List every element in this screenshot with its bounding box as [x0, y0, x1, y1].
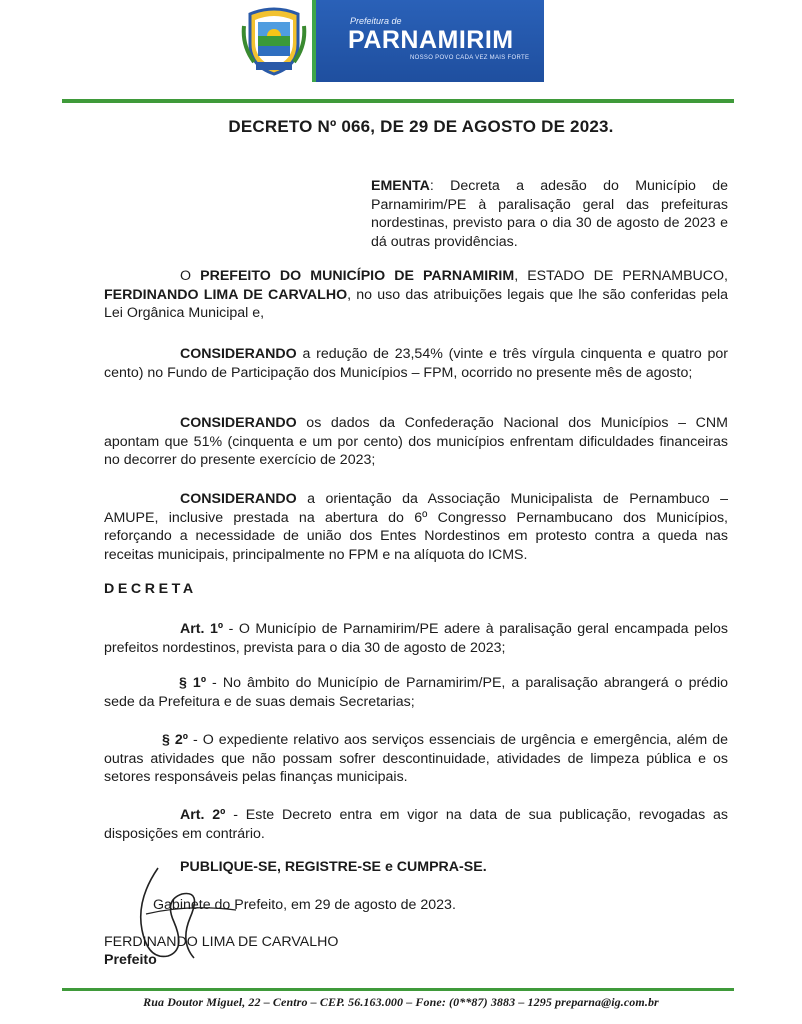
paragraph-label: § 1º — [179, 675, 207, 691]
article-label: Art. 1º — [180, 621, 224, 637]
considerando-text: a redução de 23,54% (vinte e três vírgula cinquenta e quatro por cento) no Fundo de Participação dos Municípios – FPM, ocorrido no presente mês de agosto; — [104, 346, 728, 381]
paragraph-label: § 2º — [162, 732, 188, 748]
paragraph-text: - O expediente relativo aos serviços essenciais de urgência e emergência, além de outras atividades que não possam sofrer descontinuidade, atividades de limpeza pública e os setores responsáveis pelas finanças municipais. — [104, 732, 728, 786]
considerando-text: a orientação da Associação Municipalista de Pernambuco – AMUPE, inclusive prestada na abertura do 6º Congresso Pernambucano dos Municípios, reforçando a necessidade de união dos Entes Nordestinos em protesto contra a queda nas receitas municipais, principalmente no FPM e na alíquota do ICMS. — [104, 491, 728, 563]
considerando-paragraph-3 — [104, 490, 728, 564]
banner-city-name: PARNAMIRIM — [348, 26, 514, 54]
header-divider — [62, 99, 734, 103]
considerando-label: CONSIDERANDO — [180, 491, 297, 507]
considerando-paragraph-1 — [104, 345, 728, 382]
prefeitura-banner-logo — [312, 0, 544, 82]
ementa-paragraph — [371, 177, 728, 251]
letterhead — [0, 0, 802, 100]
footer-address: Rua Doutor Miguel, 22 – Centro – CEP. 56.163.000 – Fone: (0**87) 3883 – 1295 preparna@ig.com.br — [143, 995, 659, 1009]
paragraph-1 — [104, 674, 728, 711]
preamble-office: PREFEITO DO MUNICÍPIO DE PARNAMIRIM — [200, 268, 515, 284]
article-1 — [104, 620, 728, 657]
article-2 — [104, 806, 728, 843]
considerando-text: os dados da Confederação Nacional dos Municípios – CNM apontam que 51% (cinquenta e um por cento) dos municípios enfrentam dificuldades financeiras no decorrer do presente exercício de 2023; — [104, 415, 728, 469]
article-text: - Este Decreto entra em vigor na data de sua publicação, revogadas as disposições em contrário. — [104, 807, 728, 842]
decreta-heading: DECRETA — [104, 581, 197, 597]
article-text: - O Município de Parnamirim/PE adere à paralisação geral encampada pelos prefeitos nordestinos, prevista para o dia 30 de agosto de 2023; — [104, 621, 728, 656]
preamble-mid: , ESTADO DE PERNAMBUCO, — [514, 268, 729, 284]
preamble-lead: O — [180, 268, 201, 284]
considerando-label: CONSIDERANDO — [180, 415, 297, 431]
preamble-paragraph — [104, 267, 728, 323]
paragraph-text: - No âmbito do Município de Parnamirim/PE, a paralisação abrangerá o prédio sede da Prefeitura e de suas demais Secretarias; — [104, 675, 729, 710]
footer-divider — [62, 988, 734, 991]
paragraph-2 — [104, 731, 728, 787]
ementa-label: EMENTA — [371, 178, 430, 194]
considerando-paragraph-2 — [104, 414, 728, 470]
place-and-date: Gabinete do Prefeito, em 29 de agosto de 2023. — [153, 897, 456, 913]
signer-name: FERDINANDO LIMA DE CARVALHO — [104, 934, 339, 950]
closing-formula: PUBLIQUE-SE, REGISTRE-SE e CUMPRA-SE. — [180, 859, 487, 875]
preamble-tail: , no uso das atribuições legais que lhe são conferidas pela Lei Orgânica Municipal e, — [104, 286, 729, 322]
article-label: Art. 2º — [180, 807, 226, 823]
banner-prefix: Prefeitura de — [350, 16, 402, 26]
preamble-mayor-name: FERDINANDO LIMA DE CARVALHO — [104, 286, 348, 303]
banner-slogan: NOSSO POVO CADA VEZ MAIS FORTE — [410, 55, 530, 61]
signer-role: Prefeito — [104, 952, 157, 968]
municipal-crest-logo — [240, 6, 308, 76]
ementa-text: : Decreta a adesão do Município de Parnamirim/PE à paralisação geral das prefeituras nordestinas, previsto para o dia 30 de agosto de 2023 e dá outras providências. — [371, 178, 728, 250]
signer-block — [104, 933, 338, 969]
decree-title: DECRETO Nº 066, DE 29 DE AGOSTO DE 2023. — [228, 117, 614, 136]
considerando-label: CONSIDERANDO — [180, 346, 297, 362]
